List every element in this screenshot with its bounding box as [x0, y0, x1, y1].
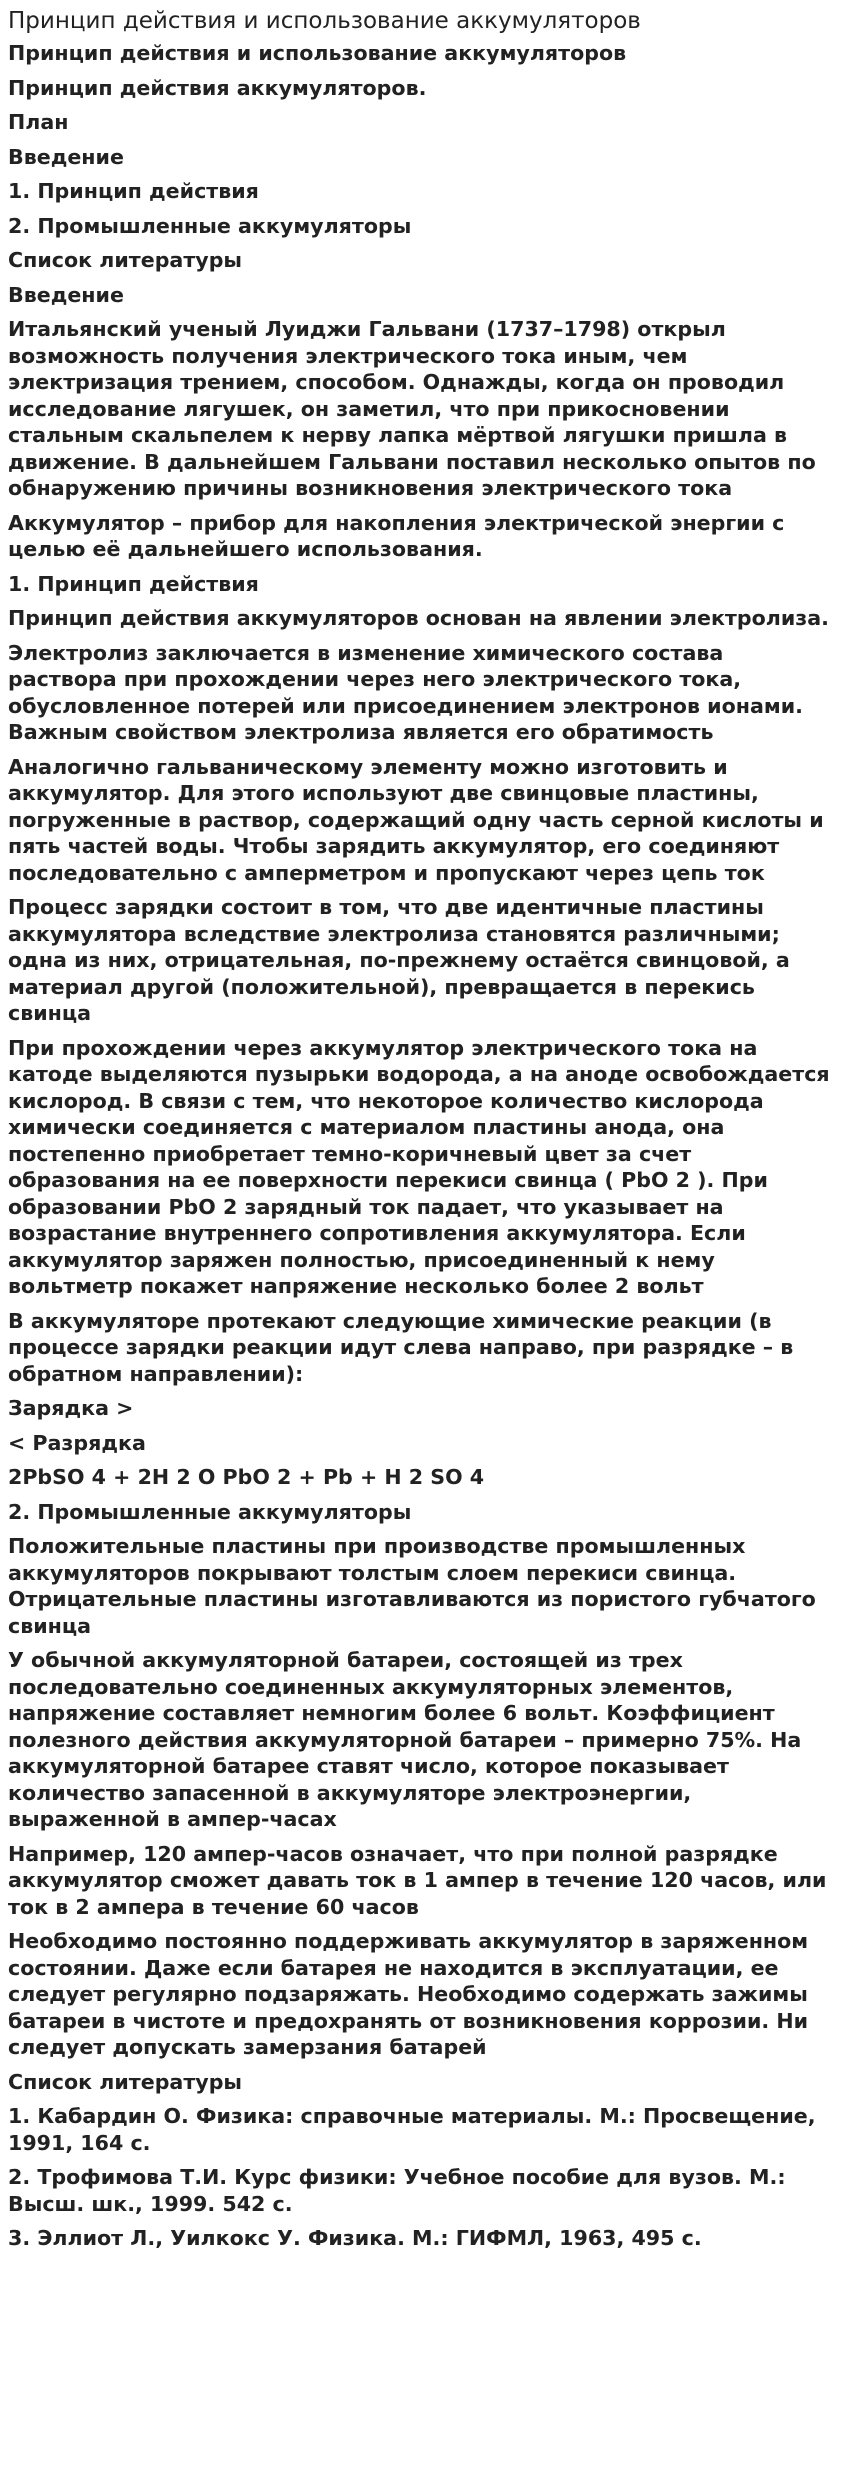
- reference-item-1: 1. Кабардин О. Физика: справочные материалы. М.: Просвещение, 1991, 164 с.: [8, 2104, 816, 2155]
- principle-paragraph-construction: Аналогично гальваническому элементу можно изготовить и аккумулятор. Для этого используют две свинцовые пластины, погруженные в раствор, содержащий одну часть серной кислоты и пять частей воды. Чтобы зарядить аккумулятор, его соединяют последовательно с амперметром и пропускают через цепь ток: [8, 754, 824, 885]
- doc-heading: Принцип действия и использование аккумуляторов: [8, 41, 627, 65]
- reference-item-2: 2. Трофимова Т.И. Курс физики: Учебное пособие для вузов. М.: Высш. шк., 1999. 542 с.: [8, 2165, 786, 2216]
- section-heading-references: Список литературы: [8, 2069, 243, 2094]
- plan-item-references: Список литературы: [8, 248, 243, 272]
- section-heading-introduction: Введение: [8, 282, 124, 307]
- reaction-charge-label: Зарядка >: [8, 1396, 134, 1420]
- plan-item-introduction: Введение: [8, 144, 124, 169]
- industrial-paragraph-example: Например, 120 ампер-часов означает, что при полной разрядке аккумулятор сможет давать ток в 1 ампер в течение 120 часов, или ток в 2 ампера в течение 60 часов: [8, 1841, 827, 1919]
- page-title: Принцип действия и использование аккумуляторов: [8, 8, 641, 34]
- industrial-paragraph-plates: Положительные пластины при производстве промышленных аккумуляторов покрывают толстым слоем перекиси свинца. Отрицательные пластины изготавливаются из пористого губчатого свинца: [8, 1534, 816, 1638]
- plan-item-principle: 1. Принцип действия: [8, 179, 259, 203]
- document-page: [8, 0, 839, 2260]
- reaction-equation: 2PbSO 4 + 2H 2 O PbO 2 + Pb + H 2 SO 4: [8, 1465, 485, 1489]
- section-heading-principle: 1. Принцип действия: [8, 571, 259, 596]
- industrial-paragraph-battery: У обычной аккумуляторной батареи, состоящей из трех последовательно соединенных аккумуляторных элементов, напряжение составляет немногим более 6 вольт. Коэффициент полезного действия аккумуляторной батареи – примерно 75%. На аккумуляторной батарее ставят число, которое показывает количество запасенной в аккумуляторе электроэнергии, выраженной в ампер-часах: [8, 1648, 802, 1831]
- principle-paragraph-current: При прохождении через аккумулятор электрического тока на катоде выделяются пузырьки водорода, а на аноде освобождается кислород. В связи с тем, что некоторое количество кислорода химически соединяется с материалом пластины анода, она постепенно приобретает темно-коричневый цвет за счет образования на ее поверхности перекиси свинца ( PbO 2 ). При образовании PbO 2 зарядный ток падает, что указывает на возрастание внутреннего сопротивления аккумулятора. Если аккумулятор заряжен полностью, присоединенный к нему вольтметр покажет напряжение несколько более 2 вольт: [8, 1035, 830, 1298]
- doc-subtitle: Принцип действия аккумуляторов.: [8, 75, 427, 100]
- principle-paragraph-definition: Электролиз заключается в изменение химического состава раствора при прохождении через него электрического тока, обусловленное потерей или присоединением электронов ионами. Важным свойством электролиза является его обратимость: [8, 640, 803, 744]
- principle-paragraph-charging: Процесс зарядки состоит в том, что две идентичные пластины аккумулятора вследствие электролиза становятся различными; одна из них, отрицательная, по-прежнему остаётся свинцовой, а материал другой (положительной), превращается в перекись свинца: [8, 895, 790, 1025]
- principle-paragraph-reactions: В аккумуляторе протекают следующие химические реакции (в процессе зарядки реакции идут слева направо, при разрядке – в обратном направлении):: [8, 1308, 794, 1386]
- plan-item-industrial: 2. Промышленные аккумуляторы: [8, 213, 412, 238]
- industrial-paragraph-maintenance: Необходимо постоянно поддерживать аккумулятор в заряженном состоянии. Даже если батарея не находится в эксплуатации, ее следует регулярно подзаряжать. Необходимо содержать зажимы батареи в чистоте и предохранять от возникновения коррозии. Ни следует допускать замерзания батарей: [8, 1929, 809, 2059]
- intro-paragraph-galvani: Итальянский ученый Луиджи Гальвани (1737–1798) открыл возможность получения электрического тока иным, чем электризация трением, способом. Однажды, когда он проводил исследование лягушек, он заметил, что при прикосновении стальным скальпелем к нерву лапка мёртвой лягушки пришла в движение. В дальнейшем Гальвани поставил несколько опытов по обнаружению причины возникновения электрического тока: [8, 317, 816, 500]
- reference-item-3: 3. Эллиот Л., Уилкокс У. Физика. М.: ГИФМЛ, 1963, 495 с.: [8, 2226, 702, 2250]
- plan-heading: План: [8, 110, 69, 134]
- reaction-discharge-label: < Разрядка: [8, 1430, 146, 1455]
- section-heading-industrial: 2. Промышленные аккумуляторы: [8, 1499, 412, 1524]
- principle-paragraph-electrolysis: Принцип действия аккумуляторов основан на явлении электролиза.: [8, 606, 829, 630]
- intro-paragraph-definition: Аккумулятор – прибор для накопления электрической энергии с целью её дальнейшего использования.: [8, 510, 785, 561]
